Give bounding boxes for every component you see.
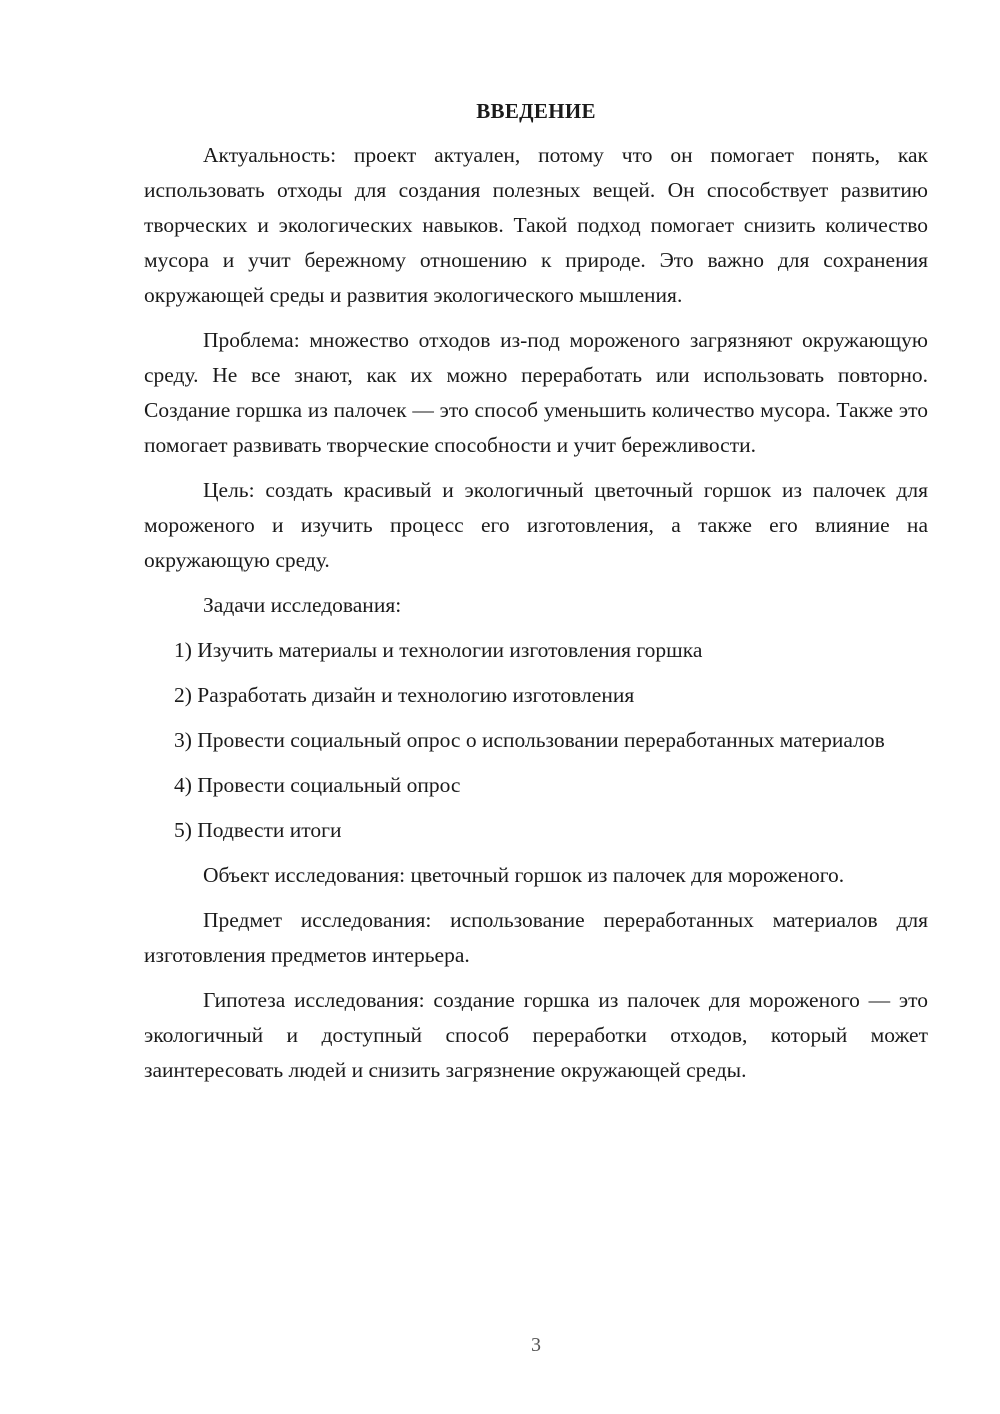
paragraph-relevance: Актуальность: проект актуален, потому что он помогает понять, как использовать отходы для создания полезных вещей. Он способствует развитию творческих и экологических навыков. Такой подход помогает снизить количество мусора и учит бережному отношению к природе. Это важно для сохранения окружающей среды и развития экологического мышления.	[144, 143, 928, 307]
paragraph-hypothesis: Гипотеза исследования: создание горшка из палочек для мороженого — это экологичный и доступный способ переработки отходов, который может заинтересовать людей и снизить загрязнение окружающей среды.	[144, 988, 928, 1082]
tasks-list	[144, 633, 928, 848]
task-item: 5) Подвести итоги	[174, 818, 342, 842]
document-page	[144, 96, 928, 1098]
paragraph-object: Объект исследования: цветочный горшок из палочек для мороженого.	[203, 863, 845, 887]
task-item: 4) Провести социальный опрос	[174, 773, 461, 797]
paragraph-problem: Проблема: множество отходов из-под мороженого загрязняют окружающую среду. Не все знают, как их можно переработать или использовать повторно. Создание горшка из палочек — это способ уменьшить количество мусора. Также это помогает развивать творческие способности и учит бережливости.	[144, 328, 928, 457]
paragraph-subject: Предмет исследования: использование переработанных материалов для изготовления предметов интерьера.	[144, 908, 928, 967]
task-item: 1) Изучить материалы и технологии изготовления горшка	[174, 638, 703, 662]
task-item: 3) Провести социальный опрос о использовании переработанных материалов	[174, 728, 885, 752]
task-item: 2) Разработать дизайн и технологию изготовления	[174, 683, 635, 707]
section-title: ВВЕДЕНИЕ	[476, 99, 596, 123]
tasks-heading: Задачи исследования:	[203, 593, 402, 617]
page-number: 3	[531, 1334, 541, 1356]
paragraph-goal: Цель: создать красивый и экологичный цветочный горшок из палочек для мороженого и изучить процесс его изготовления, а также его влияние на окружающую среду.	[144, 478, 928, 572]
